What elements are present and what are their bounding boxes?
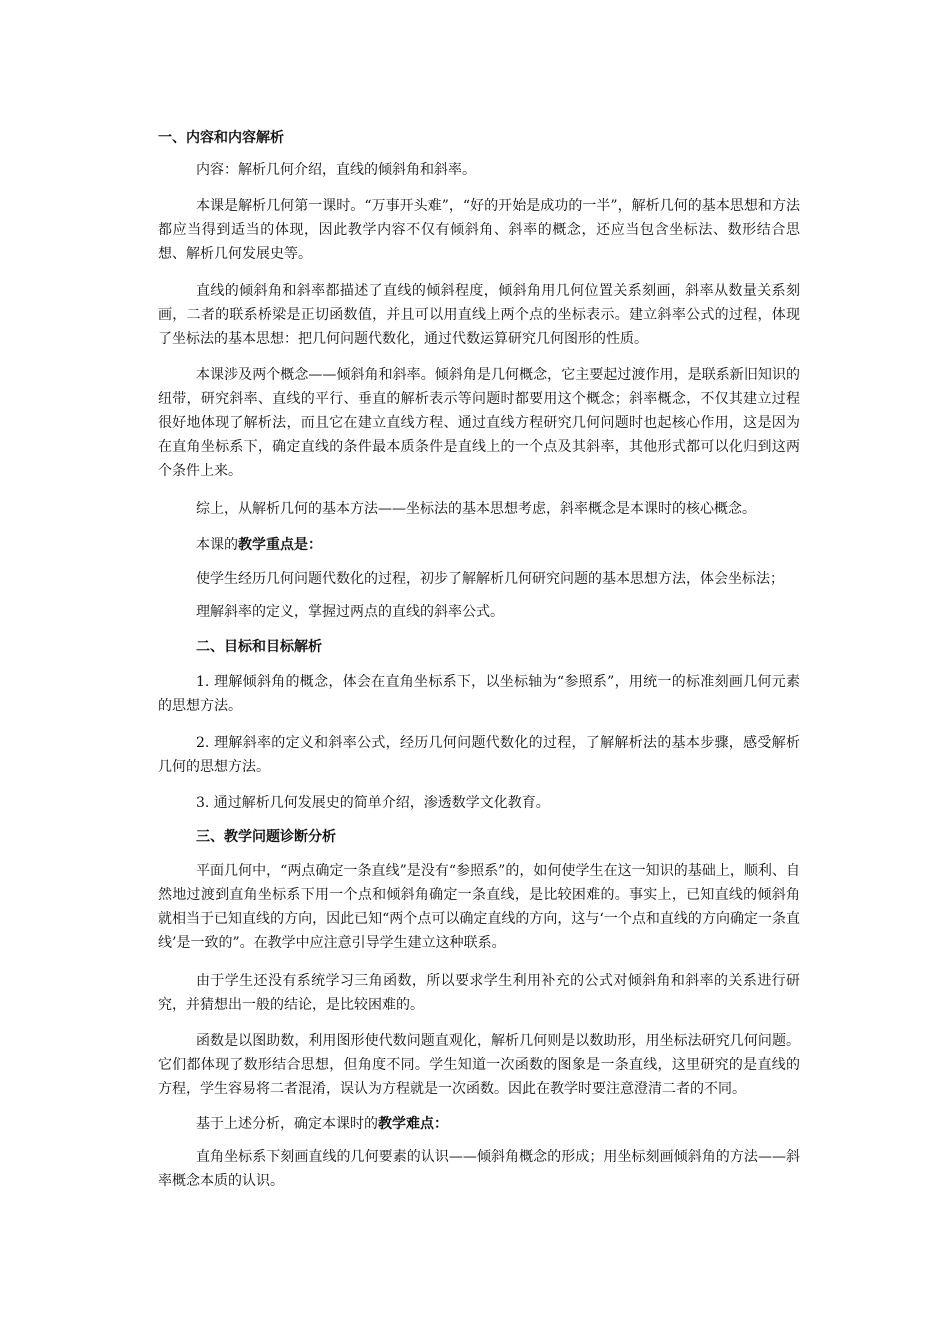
focus-item: 理解斜率的定义，掌握过两点的直线的斜率公式。: [196, 604, 504, 620]
paragraph: 直线的倾斜角和斜率都描述了直线的倾斜程度，倾斜角用几何位置关系刻画，斜率从数量关系刻画，二者的联系桥梁是正切函数值，并且可以用直线上两个点的坐标表示。建立斜率公式的过程，体现了坐标法的基本思想：把几何问题代数化，通过代数运算研究几何图形的性质。: [158, 283, 800, 347]
difficulty-bold: 教学难点：: [378, 1116, 448, 1132]
section-heading-1: 一、内容和内容解析: [158, 130, 284, 146]
teaching-focus-label: [158, 533, 800, 557]
paragraph: 平面几何中，“两点确定一条直线”是没有“参照系”的，如何使学生在这一知识的基础上，顺利、自然地过渡到直角坐标系下用一个点和倾斜角确定一条直线，是比较困难的。事实上，已知直线的倾斜角就相当于已知直线的方向，因此已知“两个点可以确定直线的方向，这与‘一个点和直线的方向确定一条直线’是一致的”。在教学中应注意引导学生建立这种联系。: [158, 863, 800, 951]
focus-bold: 教学重点是：: [238, 537, 322, 553]
focus-prefix: 本课的: [196, 537, 238, 553]
paragraph: 函数是以图助数，利用图形使代数问题直观化，解析几何则是以数助形，用坐标法研究几何问题。它们都体现了数形结合思想，但角度不同。学生知道一次函数的图象是一条直线，这里研究的是直线的方程，学生容易将二者混淆，误认为方程就是一次函数。因此在教学时要注意澄清二者的不同。: [158, 1033, 800, 1097]
paragraph: 本课涉及两个概念——倾斜角和斜率。倾斜角是几何概念，它主要起过渡作用，是联系新旧知识的纽带，研究斜率、直线的平行、垂直的解析表示等问题时都要用这个概念；斜率概念，不仅其建立过程很好地体现了解析法，而且它在建立直线方程、通过直线方程研究几何问题时也起核心作用，这是因为在直角坐标系下，确定直线的条件最本质条件是直线上的一个点及其斜率，其他形式都可以化归到这两个条件上来。: [158, 367, 800, 479]
content-line: 内容：解析几何介绍，直线的倾斜角和斜率。: [196, 162, 476, 178]
paragraph: 直角坐标系下刻画直线的几何要素的认识——倾斜角概念的形成；用坐标刻画倾斜角的方法——斜率概念本质的认识。: [158, 1149, 800, 1189]
section-heading-2: 二、目标和目标解析: [196, 639, 322, 655]
paragraph: 本课是解析几何第一课时。“万事开头难”，“好的开始是成功的一半”，解析几何的基本思想和方法都应当得到适当的体现，因此教学内容不仅有倾斜角、斜率的概念，还应当包含坐标法、数形结合思想、解析几何发展史等。: [158, 198, 800, 262]
paragraph: 由于学生还没有系统学习三角函数，所以要求学生利用补充的公式对倾斜角和斜率的关系进行研究，并猜想出一般的结论，是比较困难的。: [158, 973, 800, 1013]
goal-item: 3. 通过解析几何发展史的简单介绍，渗透数学文化教育。: [196, 795, 550, 811]
paragraph: 综上，从解析几何的基本方法——坐标法的基本思想考虑，斜率概念是本课时的核心概念。: [196, 501, 756, 517]
section-heading-3: 三、教学问题诊断分析: [196, 829, 336, 845]
focus-item: 使学生经历几何问题代数化的过程，初步了解解析几何研究问题的基本思想方法，体会坐标法；: [196, 571, 784, 587]
difficulty-prefix: 基于上述分析，确定本课时的: [196, 1116, 378, 1132]
goal-item: 1. 理解倾斜角的概念，体会在直角坐标系下，以坐标轴为“参照系”，用统一的标准刻画几何元素的思想方法。: [158, 674, 800, 714]
goal-item: 2. 理解斜率的定义和斜率公式，经历几何问题代数化的过程，了解解析法的基本步骤，感受解析几何的思想方法。: [158, 735, 800, 775]
teaching-difficulty-label: [158, 1112, 800, 1136]
